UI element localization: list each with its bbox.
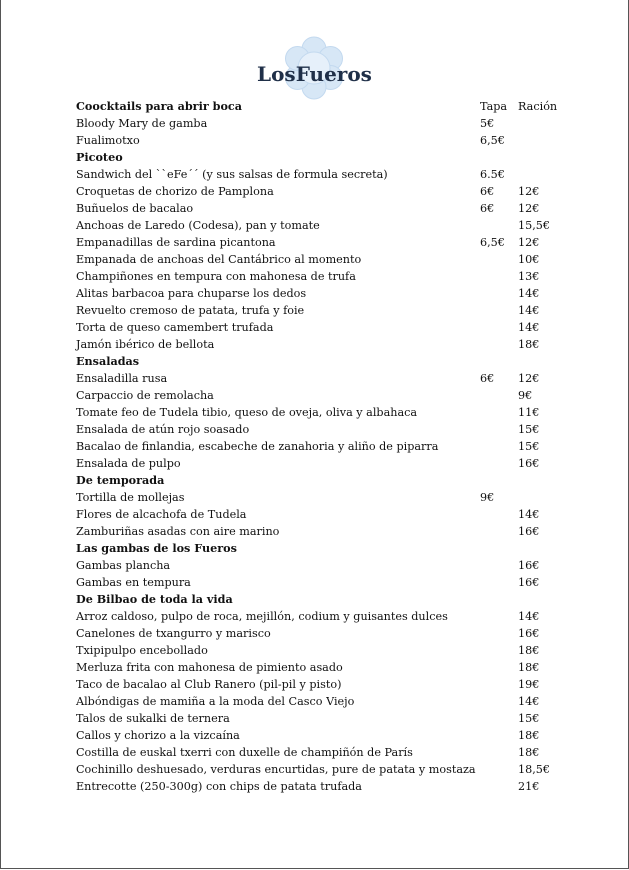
- menu-item: [76, 778, 576, 795]
- menu-item: [76, 183, 576, 200]
- menu-item: [76, 336, 576, 353]
- item-name: Albóndigas de mamiña a la moda del Casco Viejo: [76, 695, 355, 708]
- item-name: Buñuelos de bacalao: [76, 202, 194, 215]
- item-name: Ensalada de pulpo: [76, 457, 181, 470]
- menu-item: [76, 523, 576, 540]
- menu-item: [76, 115, 576, 132]
- item-price-racion: 15€: [518, 712, 540, 725]
- item-name: Carpaccio de remolacha: [76, 389, 214, 402]
- item-name: Revuelto cremoso de patata, trufa y foie: [76, 304, 305, 317]
- item-price-racion: 14€: [518, 610, 540, 623]
- item-price-racion: 16€: [518, 576, 540, 589]
- item-name: Alitas barbacoa para chuparse los dedos: [76, 287, 307, 300]
- item-price-racion: 15,5€: [518, 219, 551, 232]
- item-name: Callos y chorizo a la vizcaína: [76, 729, 240, 742]
- item-price-racion: 16€: [518, 627, 540, 640]
- item-price-tapa: 6.5€: [480, 168, 505, 181]
- item-price-racion: 18€: [518, 746, 540, 759]
- menu-item: [76, 268, 576, 285]
- item-price-tapa: 6,5€: [480, 236, 505, 249]
- menu-item: [76, 693, 576, 710]
- section-title: Picoteo: [76, 150, 123, 164]
- item-price-tapa: 6€: [480, 185, 495, 198]
- menu-item: [76, 761, 576, 778]
- item-price-tapa: 6€: [480, 372, 495, 385]
- item-price-racion: 14€: [518, 695, 540, 708]
- menu-item: [76, 659, 576, 676]
- menu-item: [76, 319, 576, 336]
- item-name: Ensaladilla rusa: [76, 372, 168, 385]
- item-name: Bacalao de finlandia, escabeche de zanahoria y aliño de piparra: [76, 440, 439, 453]
- item-name: Empanada de anchoas del Cantábrico al momento: [76, 253, 362, 266]
- item-name: Tomate feo de Tudela tibio, queso de oveja, oliva y albahaca: [76, 406, 418, 419]
- menu-item: [76, 302, 576, 319]
- menu-item: [76, 625, 576, 642]
- item-name: Flores de alcachofa de Tudela: [76, 508, 247, 521]
- brand-title: LosFueros: [257, 62, 372, 86]
- item-price-racion: 12€: [518, 185, 540, 198]
- section-title: De Bilbao de toda la vida: [76, 592, 233, 606]
- item-price-racion: 18€: [518, 729, 540, 742]
- item-name: Empanadillas de sardina picantona: [76, 236, 276, 249]
- item-name: Talos de sukalki de ternera: [76, 712, 230, 725]
- item-price-tapa: 9€: [480, 491, 495, 504]
- item-price-tapa: 6,5€: [480, 134, 505, 147]
- menu-item: [76, 404, 576, 421]
- item-price-racion: 16€: [518, 559, 540, 572]
- item-price-racion: 12€: [518, 236, 540, 249]
- item-price-racion: 14€: [518, 287, 540, 300]
- item-price-racion: 10€: [518, 253, 540, 266]
- menu-list: [76, 98, 576, 795]
- menu-item: [76, 676, 576, 693]
- item-name: Champiñones en tempura con mahonesa de trufa: [76, 270, 356, 283]
- menu-item: [76, 710, 576, 727]
- item-name: Cochinillo deshuesado, verduras encurtidas, pure de patata y mostaza: [76, 763, 476, 776]
- section-title: Coocktails para abrir boca: [76, 99, 242, 113]
- section-header: [76, 472, 576, 489]
- item-name: Costilla de euskal txerri con duxelle de champiñón de París: [76, 746, 413, 759]
- menu-item: [76, 455, 576, 472]
- section-header: [76, 591, 576, 608]
- item-name: Canelones de txangurro y marisco: [76, 627, 271, 640]
- item-price-tapa: 5€: [480, 117, 495, 130]
- item-name: Bloody Mary de gamba: [76, 117, 208, 130]
- menu-item: [76, 132, 576, 149]
- menu-item: [76, 744, 576, 761]
- item-name: Jamón ibérico de bellota: [76, 338, 215, 351]
- item-name: Arroz caldoso, pulpo de roca, mejillón, codium y guisantes dulces: [76, 610, 448, 623]
- item-name: Entrecotte (250-300g) con chips de patata trufada: [76, 780, 362, 793]
- menu-item: [76, 489, 576, 506]
- menu-item: [76, 387, 576, 404]
- item-price-racion: 21€: [518, 780, 540, 793]
- item-name: Torta de queso camembert trufada: [76, 321, 274, 334]
- section-header: [76, 353, 576, 370]
- item-price-racion: 11€: [518, 406, 540, 419]
- menu-item: [76, 166, 576, 183]
- menu-item: [76, 727, 576, 744]
- menu-item: [76, 370, 576, 387]
- item-name: Zamburiñas asadas con aire marino: [76, 525, 280, 538]
- item-price-tapa: 6€: [480, 202, 495, 215]
- item-price-racion: 18€: [518, 644, 540, 657]
- section-header: [76, 98, 576, 115]
- item-price-racion: 12€: [518, 372, 540, 385]
- menu-item: [76, 217, 576, 234]
- item-name: Taco de bacalao al Club Ranero (pil-pil y pisto): [76, 678, 342, 691]
- item-name: Merluza frita con mahonesa de pimiento asado: [76, 661, 343, 674]
- item-price-racion: 9€: [518, 389, 533, 402]
- menu-item: [76, 557, 576, 574]
- item-name: Txipipulpo encebollado: [76, 644, 208, 657]
- menu-item: [76, 200, 576, 217]
- item-price-racion: 18,5€: [518, 763, 551, 776]
- section-title: Ensaladas: [76, 354, 140, 368]
- item-name: Croquetas de chorizo de Pamplona: [76, 185, 274, 198]
- menu-item: [76, 438, 576, 455]
- menu-item: [76, 421, 576, 438]
- item-price-racion: 18€: [518, 338, 540, 351]
- item-name: Gambas en tempura: [76, 576, 191, 589]
- item-name: Ensalada de atún rojo soasado: [76, 423, 250, 436]
- item-price-racion: 14€: [518, 508, 540, 521]
- item-price-racion: 13€: [518, 270, 540, 283]
- item-price-racion: 18€: [518, 661, 540, 674]
- column-header-racion: Ración: [518, 100, 558, 113]
- menu-item: [76, 234, 576, 251]
- menu-item: [76, 251, 576, 268]
- menu-item: [76, 574, 576, 591]
- section-header: [76, 149, 576, 166]
- item-price-racion: 12€: [518, 202, 540, 215]
- section-title: Las gambas de los Fueros: [76, 541, 237, 555]
- item-price-racion: 14€: [518, 304, 540, 317]
- item-name: Anchoas de Laredo (Codesa), pan y tomate: [76, 219, 320, 232]
- item-price-racion: 15€: [518, 440, 540, 453]
- item-name: Fualimotxo: [76, 134, 140, 147]
- item-name: Gambas plancha: [76, 559, 171, 572]
- item-name: Sandwich del ``eFe´´ (y sus salsas de formula secreta): [76, 168, 388, 181]
- column-header-tapa: Tapa: [480, 100, 508, 113]
- item-price-racion: 16€: [518, 525, 540, 538]
- menu-item: [76, 285, 576, 302]
- section-header: [76, 540, 576, 557]
- item-price-racion: 16€: [518, 457, 540, 470]
- section-title: De temporada: [76, 473, 165, 487]
- item-price-racion: 19€: [518, 678, 540, 691]
- item-price-racion: 14€: [518, 321, 540, 334]
- menu-item: [76, 608, 576, 625]
- menu-item: [76, 506, 576, 523]
- item-price-racion: 15€: [518, 423, 540, 436]
- menu-item: [76, 642, 576, 659]
- item-name: Tortilla de mollejas: [76, 491, 185, 504]
